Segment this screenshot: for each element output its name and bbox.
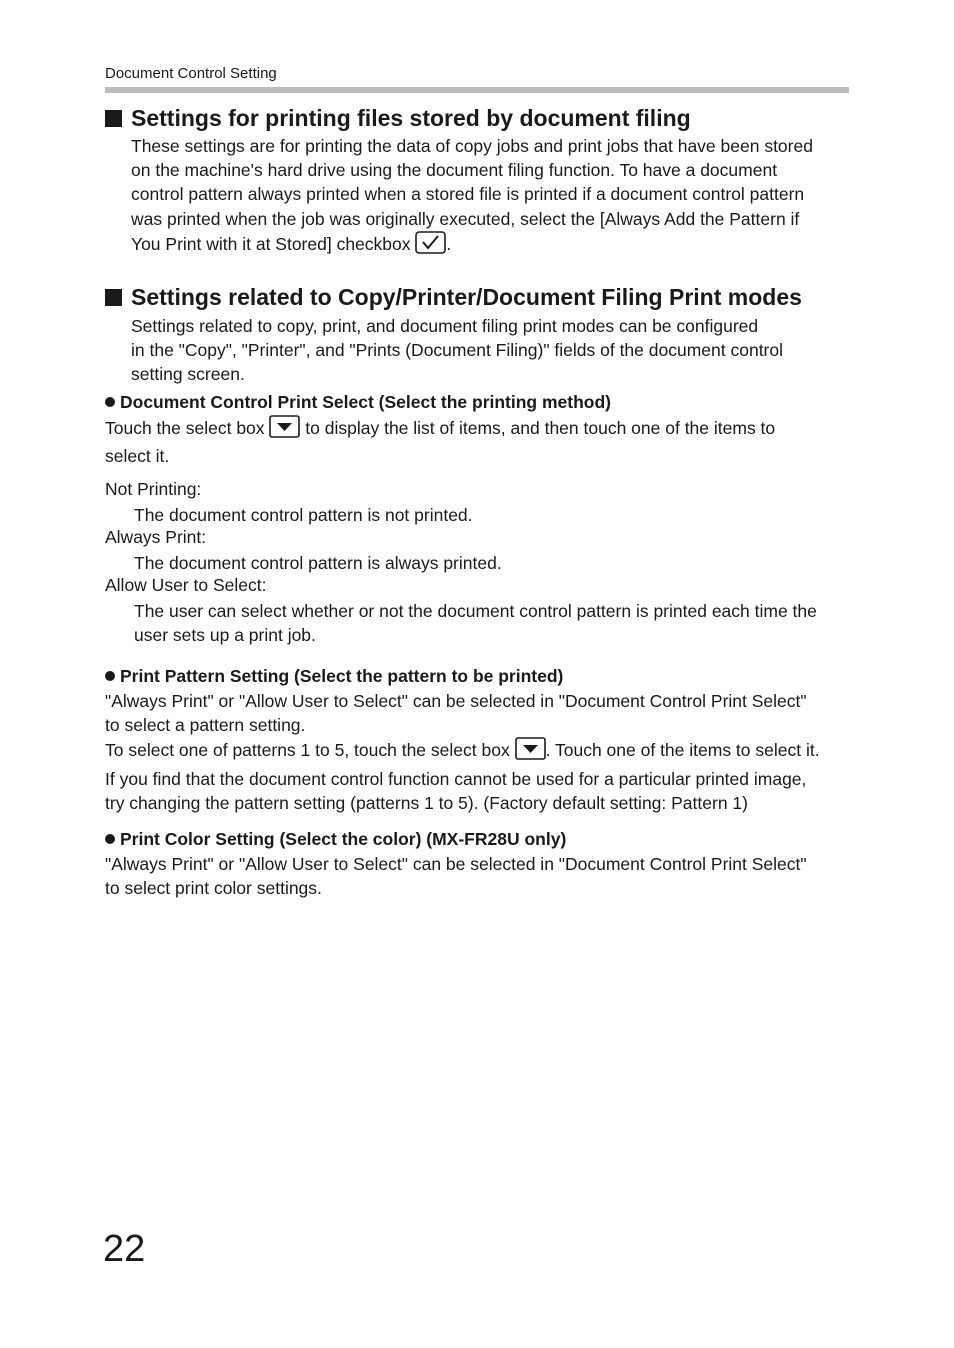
- body-line: If you find that the document control function cannot be used for a particular printed image,: [105, 768, 807, 789]
- body-line: setting screen.: [131, 364, 245, 385]
- subsection-body-print-pattern: [105, 689, 851, 815]
- page-number: 22: [103, 1228, 146, 1270]
- dropdown-arrow-icon: [269, 415, 300, 444]
- body-line: on the machine's hard drive using the document filing function. To have a document: [131, 160, 778, 181]
- option-term-allow-user: Allow User to Select:: [105, 575, 267, 595]
- round-bullet-icon: [105, 397, 115, 407]
- section-body-print-modes: [131, 314, 851, 387]
- dropdown-arrow-icon: [515, 737, 546, 766]
- subheading-print-color: [105, 829, 566, 850]
- body-line-with-icon: Touch the select box to display the list of items, and then touch one of the items to: [105, 415, 851, 444]
- option-term-always-print: Always Print:: [105, 527, 207, 547]
- body-line: select it.: [105, 446, 170, 467]
- body-line: control pattern always printed when a stored file is printed if a document control pattern: [131, 184, 805, 205]
- section-heading-stored-files: [105, 105, 691, 132]
- option-desc-always-print: The document control pattern is always printed.: [134, 553, 502, 573]
- subheading-text: Document Control Print Select (Select the printing method): [120, 392, 611, 412]
- square-bullet-icon: [105, 289, 122, 306]
- body-line: "Always Print" or "Allow User to Select" can be selected in "Document Control Print Select": [105, 854, 807, 874]
- body-line: to select a pattern setting.: [105, 715, 306, 736]
- round-bullet-icon: [105, 671, 115, 681]
- section-heading-text: Settings for printing files stored by document filing: [131, 105, 691, 131]
- body-line: in the "Copy", "Printer", and "Prints (Document Filing)" fields of the document control: [131, 340, 784, 361]
- subheading-print-pattern: [105, 666, 563, 687]
- header-rule: [105, 87, 849, 93]
- checkbox-checked-icon: [415, 231, 446, 260]
- subsection-body-print-color: [105, 852, 851, 900]
- subheading-text: Print Pattern Setting (Select the pattern to be printed): [120, 666, 564, 686]
- body-line: Settings related to copy, print, and document filing print modes can be configured: [131, 316, 759, 336]
- subheading-print-select: [105, 392, 611, 413]
- option-desc-allow-user: The user can select whether or not the document control pattern is printed each time the user sets up a print job.: [134, 601, 817, 646]
- section-body-stored-files: [131, 134, 851, 260]
- body-line: "Always Print" or "Allow User to Select" can be selected in "Document Control Print Select": [105, 691, 807, 711]
- body-line: was printed when the job was originally executed, select the [Always Add the Pattern if: [131, 208, 800, 229]
- section-heading-text: Settings related to Copy/Printer/Document Filing Print modes: [131, 284, 802, 310]
- body-line: These settings are for printing the data of copy jobs and print jobs that have been stored: [131, 136, 813, 156]
- body-line-with-icon: You Print with it at Stored] checkbox .: [131, 231, 851, 260]
- subsection-body-print-select: [105, 415, 851, 468]
- body-line-with-icon: To select one of patterns 1 to 5, touch the select box . Touch one of the items to select it.: [105, 737, 851, 766]
- subheading-text: Print Color Setting (Select the color) (MX-FR28U only): [120, 829, 567, 849]
- option-term-not-printing: Not Printing:: [105, 479, 202, 499]
- option-desc-not-printing: The document control pattern is not printed.: [134, 505, 473, 525]
- running-header: Document Control Setting: [105, 65, 277, 82]
- square-bullet-icon: [105, 110, 122, 127]
- section-heading-print-modes: [105, 284, 802, 311]
- body-line: try changing the pattern setting (patterns 1 to 5). (Factory default setting: Pattern 1): [105, 792, 748, 813]
- body-line: to select print color settings.: [105, 878, 322, 899]
- round-bullet-icon: [105, 834, 115, 844]
